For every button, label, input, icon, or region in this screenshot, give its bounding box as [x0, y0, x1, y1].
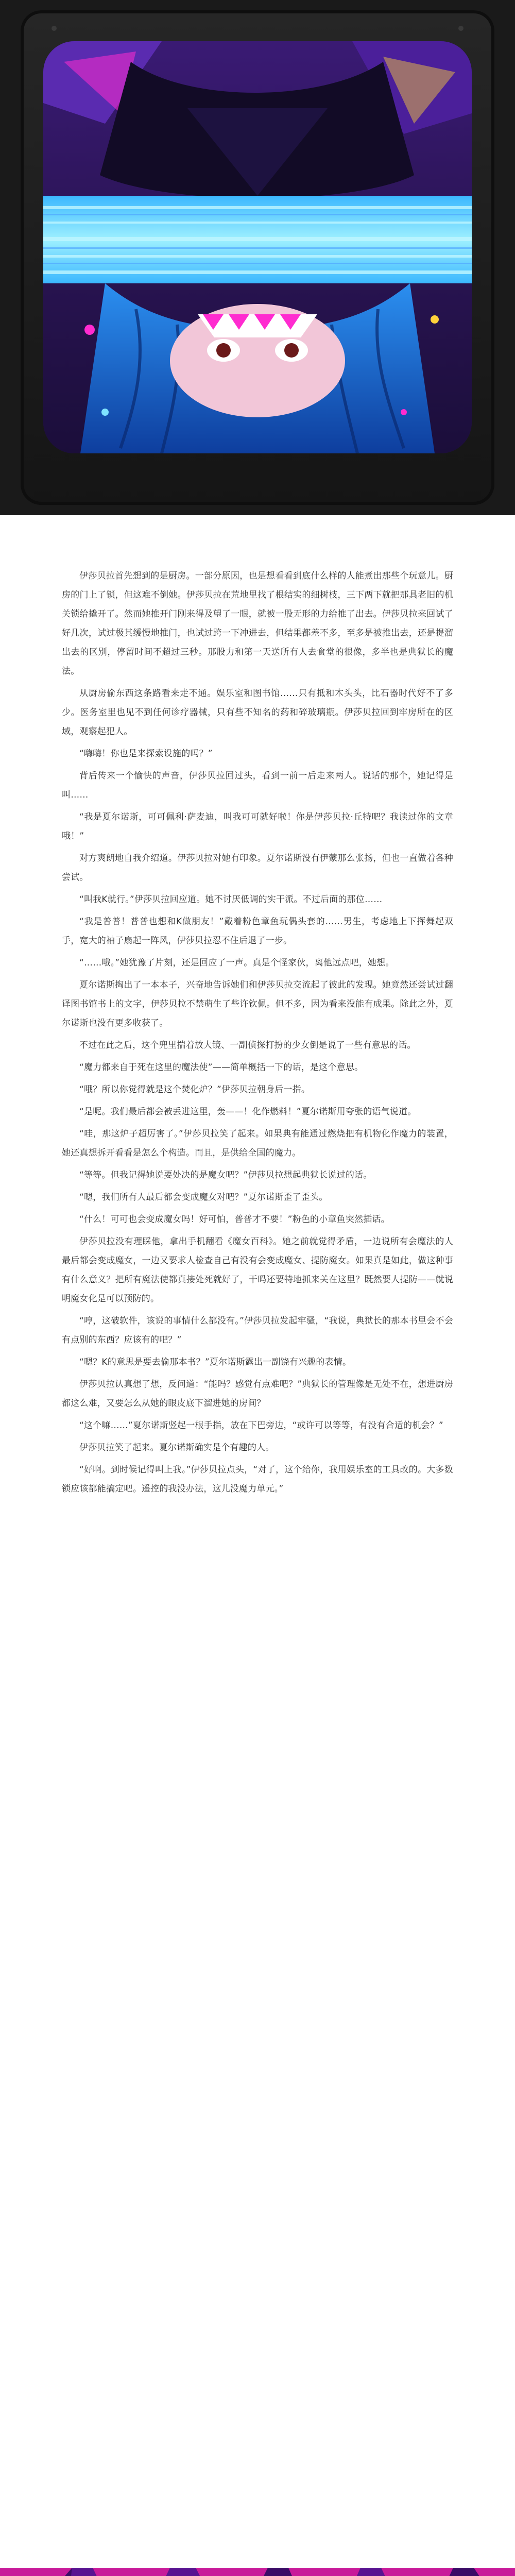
paragraph: 伊莎贝拉笑了起来。夏尔诺斯确实是个有趣的人。 — [79, 1443, 274, 1453]
paragraph: “……哦。”她犹豫了片刻，还是回应了一声。真是个怪家伙，离他远点吧，她想。 — [79, 958, 394, 968]
paragraph: “好啊。到时候记得叫上我。”伊莎贝拉点头，“对了，这个给你，我用娱乐室的工具改的。大多数锁应该都能搞定吧。遥控的我没办法，这儿没魔力单元。” — [62, 1465, 453, 1494]
paragraph: 对方爽朗地自我介绍道。伊莎贝拉对她有印象。夏尔诺斯没有伊蒙那么张扬，但也一直做着各种尝试。 — [62, 853, 453, 883]
paragraph: “嗯？K的意思是要去偷那本书？”夏尔诺斯露出一副饶有兴趣的表情。 — [79, 1357, 352, 1367]
paragraph: “嗯，我们所有人最后都会变成魔女对吧？”夏尔诺斯歪了歪头。 — [79, 1192, 328, 1202]
tv-screw-icon — [458, 26, 464, 31]
footer-pattern — [0, 2568, 515, 2576]
story-text — [62, 567, 453, 1502]
paragraph: “魔力都来自于死在这里的魔法使”——简单概括一下的话，是这个意思。 — [79, 1062, 364, 1073]
paragraph: “叫我K就行。”伊莎贝拉回应道。她不讨厌低调的实干派。不过后面的那位…… — [79, 894, 383, 905]
paragraph: “是呢。我们最后都会被丢进这里，轰——！化作燃料！”夏尔诺斯用夸张的语气说道。 — [79, 1107, 417, 1117]
paragraph: 夏尔诺斯掏出了一本本子，兴奋地告诉她们和伊莎贝拉交流起了彼此的发现。她竟然还尝试过翻译图书馆书上的文字，伊莎贝拉不禁萌生了些许钦佩。但不多，因为看来没能有成果。除此之外，夏尔诺斯也没有更多收获了。 — [62, 980, 453, 1028]
paragraph: “我是夏尔诺斯，可可佩利·萨麦迪，叫我可可就好啦！你是伊莎贝拉·丘特吧？我读过你的文章哦！” — [62, 812, 453, 841]
paragraph: “我是普普！普普也想和K做朋友！”戴着粉色章鱼玩偶头套的……男生，考虑地上下挥舞起双手，宽大的袖子扇起一阵风，伊莎贝拉忍不住后退了一步。 — [62, 917, 453, 946]
paragraph: “这个嘛……”夏尔诺斯竖起一根手指，放在下巴旁边，“或许可以等等，有没有合适的机会？” — [79, 1420, 443, 1431]
diamond-pattern — [0, 2568, 515, 2576]
paragraph: 背后传来一个愉快的声音，伊莎贝拉回过头，看到一前一后走来两人。说话的那个，她记得是叫…… — [62, 771, 453, 800]
paragraph: “等等。但我记得她说要处决的是魔女吧？”伊莎贝拉想起典狱长说过的话。 — [79, 1170, 372, 1180]
paragraph: “哼，这破软件，该说的事情什么都没有。”伊莎贝拉发起牢骚，“我说，典狱长的那本书里会不会有点别的东西？应该有的吧？” — [62, 1316, 453, 1345]
paragraph: 伊莎贝拉没有理睬他，拿出手机翻看《魔女百科》。她之前就觉得矛盾，一边说所有会魔法的人最后都会变成魔女，一边又要求人检查自己有没有会变成魔女、提防魔女。如果真是如此，做这种事有什么意义？把所有魔法使都真接处死就好了，干吗还要特地抓来关在这里？既然要人提防——就说明魔女化是可以预防的。 — [62, 1236, 453, 1304]
paragraph: “哇，那这炉子超厉害了。”伊莎贝拉笑了起来。如果典有能通过燃烧把有机物化作魔力的装置，她还真想拆开看看是怎么个构造。而且，是供给全国的魔力。 — [62, 1129, 453, 1158]
paragraph: 从厨房偷东西这条路看来走不通。娱乐室和图书馆……只有抵和木头头，比石器时代好不了多少。医务室里也见不到任何诊疗器械，只有些不知名的药和碎玻璃瓶。伊莎贝拉回到牢房所在的区域，观察起犯人。 — [62, 688, 453, 737]
paragraph: “哦？所以你觉得就是这个焚化炉？”伊莎贝拉朝身后一指。 — [79, 1084, 311, 1095]
paragraph: “嗨嗨！你也是来探索设施的吗？” — [79, 749, 213, 759]
header-illustration — [0, 0, 515, 515]
crt-tv-screen — [43, 41, 472, 453]
paragraph: “什么！可可也会变成魔女吗！好可怕，普普才不要！”粉色的小章鱼突然插话。 — [79, 1214, 390, 1225]
paragraph: 伊莎贝拉首先想到的是厨房。一部分原因，也是想看看到底什么样的人能煮出那些个玩意儿。厨房的门上了锁，但这难不倒她。伊莎贝拉在荒地里找了根结实的细树枝，三下两下就把那具老旧的机关锁给撬开了。然而她推开门刚来得及望了一眼，就被一股无形的力给推了出去。伊莎贝拉来回试了好几次，试过极其缓慢地推门，也试过跨一下冲进去，但结果都差不多，至多是被推出去，还是提溜出去的区别，停留时间不超过三秒。那股力和第一天送所有人去食堂的很像，多半也是典狱长的魔法。 — [62, 571, 453, 676]
character-artwork — [43, 41, 472, 453]
tv-screw-icon — [52, 26, 57, 31]
paragraph: 不过在此之后，这个兜里揣着放大镜、一副侦探打扮的少女倒是说了一些有意思的话。 — [79, 1040, 416, 1050]
paragraph: 伊莎贝拉认真想了想，反问道：“能吗？感觉有点难吧？”典狱长的管理像是无处不在，想进厨房都这么难，又要怎么从她的眼皮底下溜进她的房间？ — [62, 1379, 453, 1409]
